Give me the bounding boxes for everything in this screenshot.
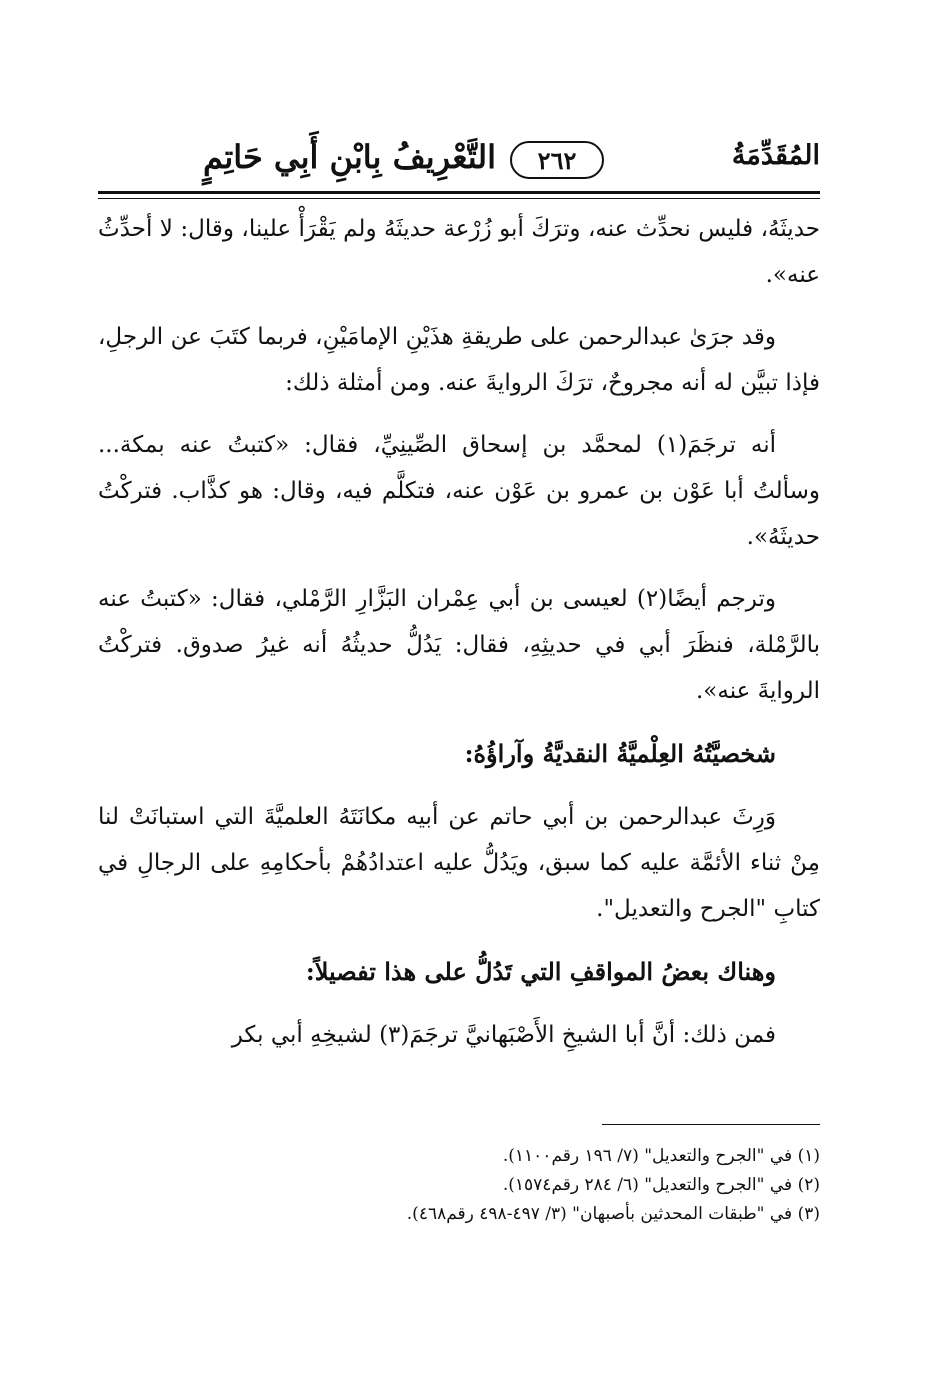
- page-number: ٢٦٢: [510, 141, 604, 179]
- paragraph-2: وقد جرَىٰ عبدالرحمن على طريقةِ هذَيْنِ الإمامَيْنِ، فربما كتَبَ عن الرجلِ، فإذا تبيَّن له أنه مجروحٌ، ترَكَ الروايةَ عنه. ومن أمثلة ذلك:: [98, 324, 820, 396]
- page-header: [98, 138, 820, 186]
- section-heading-1: شخصيَّتُهُ العِلْميَّةُ النقديَّةُ وآراؤُهُ:: [464, 739, 776, 768]
- paragraph-1: حديثَهُ، فليس نحدِّث عنه، وترَكَ أبو زُرْعة حديثَهُ ولم يَقْرَأْ علينا، وقال: لا أحدِّثُ عنه».: [98, 216, 820, 288]
- paragraph-3: أنه ترجَمَ(١) لمحمَّد بن إسحاق الصِّينِيِّ، فقال: «كتبتُ عنه بمكة... وسألتُ أبا عَوْن بن عمرو بن عَوْن عنه، فتكلَّم فيه، وقال: هو كذَّاب. فتركْتُ حديثَهُ».: [98, 432, 820, 550]
- footnote-rule: [602, 1124, 820, 1125]
- footnote-1: (١) في "الجرح والتعديل" (٧/ ١٩٦ رقم١١٠٠).: [502, 1146, 820, 1166]
- page-body: [98, 206, 820, 1058]
- paragraph-4: وترجم أيضًا(٢) لعيسى بن أبي عِمْران البَزَّارِ الرَّمْلي، فقال: «كتبتُ عنه بالرَّمْلة، فنظَرَ أبي في حديثِهِ، فقال: يَدُلُّ حديثُهُ أنه غيرُ صدوق. فتركْتُ الروايةَ عنه».: [98, 586, 820, 704]
- footnote-3: (٣) في "طبقات المحدثين بأصبهان" (٣/ ٤٩٧-٤٩٨ رقم٤٦٨).: [406, 1204, 820, 1224]
- header-rule-thick: [98, 191, 820, 194]
- book-title: التَّعْرِيفُ بِابْنِ أَبِي حَاتِمٍ: [203, 138, 496, 176]
- paragraph-5: وَرِثَ عبدالرحمن بن أبي حاتم عن أبيه مكانَتَهُ العلميَّةَ التي استبانَتْ لنا مِنْ ثناء الأئمَّة عليه كما سبق، ويَدُلُّ عليه اعتدادُهُمْ بأحكامِهِ على الرجالِ في كتابِ "الجرح والتعديل".: [98, 804, 820, 922]
- running-title: المُقَدِّمَةُ: [731, 140, 820, 171]
- paragraph-6: فمن ذلك: أنَّ أبا الشيخِ الأَصْبَهانيَّ ترجَمَ(٣) لشيخِهِ أبي بكر: [231, 1022, 776, 1048]
- header-rule-thin: [98, 198, 820, 199]
- footnotes: [120, 1142, 820, 1229]
- section-heading-2: وهناك بعضُ المواقفِ التي تَدُلُّ على هذا تفصيلاً:: [305, 957, 776, 986]
- footnote-2: (٢) في "الجرح والتعديل" (٦/ ٢٨٤ رقم١٥٧٤).: [502, 1175, 820, 1195]
